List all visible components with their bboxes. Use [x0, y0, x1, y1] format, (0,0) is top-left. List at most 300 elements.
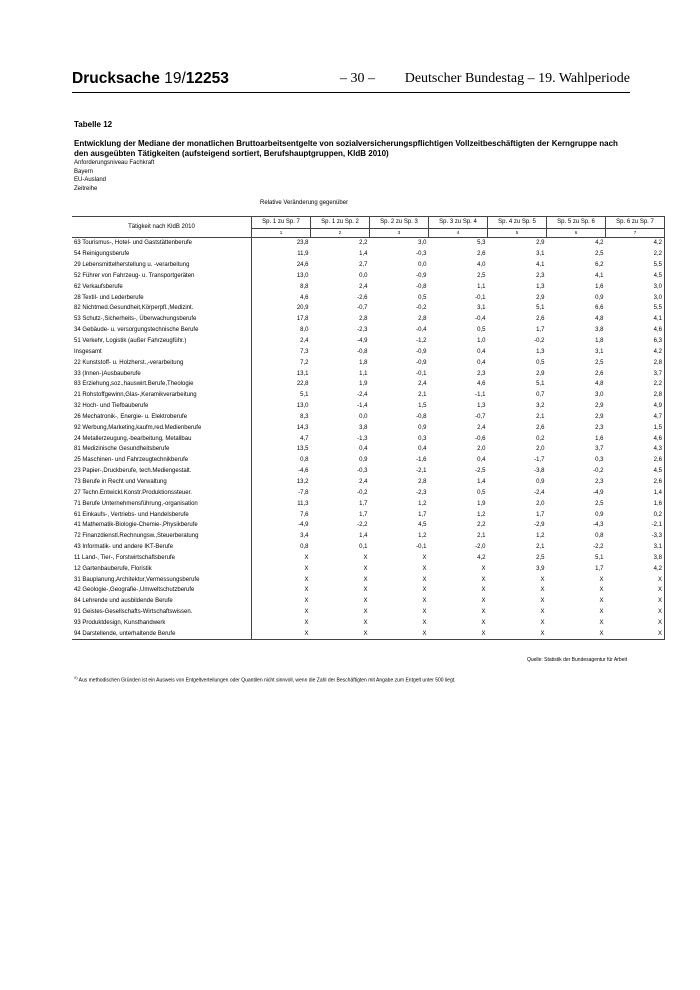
row-value: 0,1	[359, 544, 368, 551]
row-value: -0,9	[416, 359, 427, 366]
row-value: 1,7	[536, 511, 545, 518]
row-value: X	[606, 585, 665, 596]
row-value: X	[304, 576, 309, 583]
row-value: X	[363, 587, 368, 594]
row-value: 4,2	[606, 563, 665, 574]
row-value: 0,4	[477, 348, 486, 355]
data-table	[72, 216, 665, 640]
row-value: 2,7	[359, 262, 368, 269]
row-value: -2,4	[534, 489, 545, 496]
row-value: X	[363, 565, 368, 572]
row-value: -3,3	[606, 531, 665, 542]
row-value: 2,5	[477, 272, 486, 279]
row-value: 1,7	[359, 500, 368, 507]
table-row	[72, 563, 665, 574]
row-value: X	[599, 609, 604, 616]
footnote-marker: X)	[74, 676, 78, 680]
row-value: 3,7	[606, 368, 665, 379]
row-value: -0,8	[416, 413, 427, 420]
row-value: X	[422, 576, 427, 583]
row-label: 61 Einkaufs-, Vertriebs- und Handelsberufe	[72, 509, 252, 520]
row-value: 1,2	[536, 533, 545, 540]
row-value: X	[540, 598, 545, 605]
row-value: 20,9	[296, 305, 309, 312]
table-meta	[74, 159, 154, 193]
row-value: -1,2	[416, 338, 427, 345]
row-value: X	[422, 565, 427, 572]
table-row	[72, 455, 665, 466]
row-value: 3,2	[536, 403, 545, 410]
row-value: 2,3	[595, 478, 604, 485]
row-value: 1,4	[359, 251, 368, 258]
table-row	[72, 379, 665, 390]
row-value: -3,8	[534, 468, 545, 475]
row-value: 0,3	[595, 457, 604, 464]
row-label: 62 Verkaufsberufe	[72, 281, 252, 292]
row-value: X	[363, 576, 368, 583]
row-value: 4,5	[418, 522, 427, 529]
row-value: 1,1	[359, 370, 368, 377]
row-value: 22,8	[296, 381, 309, 388]
row-label: 24 Metallerzeugung,-bearbeitung, Metallbau	[72, 433, 252, 444]
table-row	[72, 292, 665, 303]
row-value: 3,0	[606, 281, 665, 292]
column-number: 6	[547, 228, 606, 237]
row-value: 3,7	[595, 446, 604, 453]
row-value: 1,4	[359, 533, 368, 540]
row-value: X	[422, 619, 427, 626]
row-value: 2,6	[536, 316, 545, 323]
row-value: 2,1	[536, 544, 545, 551]
row-value: X	[606, 618, 665, 629]
row-value: 3,4	[300, 533, 309, 540]
row-label: 53 Schutz-,Sicherheits-, Überwachungsberufe	[72, 314, 252, 325]
row-label: 27 Techn.Entwickl.Konstr.Produktionssteuer.	[72, 487, 252, 498]
row-value: X	[304, 587, 309, 594]
row-value: 2,5	[536, 554, 545, 561]
row-value: 3,1	[536, 251, 545, 258]
row-value: 23,8	[296, 240, 309, 247]
row-value: X	[606, 628, 665, 639]
row-value: 6,3	[606, 336, 665, 347]
row-value: X	[547, 628, 606, 639]
row-value: 0,4	[477, 359, 486, 366]
table-row	[72, 520, 665, 531]
row-value: 2,0	[536, 500, 545, 507]
row-value: X	[311, 628, 370, 639]
row-value: X	[488, 628, 547, 639]
row-value: -0,2	[357, 489, 368, 496]
table-row	[72, 401, 665, 412]
row-value: 3,0	[418, 240, 427, 247]
row-label: 51 Verkehr, Logistik (außer Fahrzeugführ.)	[72, 336, 252, 347]
row-value: 5,5	[606, 303, 665, 314]
row-label: 33 (Innen-)Ausbauberufe	[72, 368, 252, 379]
row-value: 0,9	[359, 457, 368, 464]
row-value: 1,3	[536, 348, 545, 355]
row-value: 3,1	[595, 348, 604, 355]
row-value: 1,5	[418, 403, 427, 410]
row-value: 17,8	[296, 316, 309, 323]
row-value: 1,5	[606, 422, 665, 433]
row-value: 2,3	[595, 424, 604, 431]
table-row	[72, 477, 665, 488]
row-value: 4,6	[300, 294, 309, 301]
row-value: X	[304, 598, 309, 605]
row-label: 12 Gartenbauberufe, Floristik	[72, 563, 252, 574]
row-label: 94 Darstellende, unterhaltende Berufe	[72, 628, 252, 639]
table-row	[72, 249, 665, 260]
row-value: 0,3	[418, 435, 427, 442]
table-row	[72, 628, 665, 639]
row-value: X	[481, 609, 486, 616]
table-row	[72, 542, 665, 553]
table-row	[72, 596, 665, 607]
row-value: X	[540, 609, 545, 616]
row-value: -2,5	[475, 468, 486, 475]
row-value: 1,7	[595, 565, 604, 572]
row-value: -0,4	[475, 316, 486, 323]
column-number: 5	[488, 228, 547, 237]
bundestag-label: Deutscher Bundestag – 19. Wahlperiode	[404, 71, 630, 86]
row-value: X	[599, 587, 604, 594]
row-value: 2,3	[536, 272, 545, 279]
row-value: 4,8	[595, 316, 604, 323]
row-value: 11,9	[297, 251, 309, 258]
row-value: 2,2	[606, 249, 665, 260]
row-value: 2,4	[359, 283, 368, 290]
row-value: X	[363, 598, 368, 605]
row-value: X	[422, 609, 427, 616]
row-value: 5,5	[606, 260, 665, 271]
row-value: 3,9	[536, 565, 545, 572]
row-value: X	[370, 628, 429, 639]
row-value: -4,6	[298, 468, 309, 475]
table-row	[72, 444, 665, 455]
row-value: 4,2	[595, 240, 604, 247]
row-value: -0,7	[475, 413, 486, 420]
row-value: -7,8	[298, 489, 309, 496]
row-value: 1,6	[595, 435, 604, 442]
row-label: 41 Mathematik-Biologie-Chemie-,Physikberufe	[72, 520, 252, 531]
row-value: 1,2	[477, 511, 486, 518]
row-value: -0,8	[357, 348, 368, 355]
row-value: 0,8	[300, 544, 309, 551]
row-value: 4,8	[595, 381, 604, 388]
row-value: 1,9	[477, 500, 486, 507]
row-value: 4,0	[477, 262, 486, 269]
row-value: -1,7	[534, 457, 545, 464]
row-value: X	[540, 587, 545, 594]
column-number: 7	[606, 228, 665, 237]
row-value: X	[599, 619, 604, 626]
row-value: X	[304, 554, 309, 561]
row-value: 0,5	[477, 327, 486, 334]
row-label: 42 Geologie-,Geografie-,Umweltschutzberufe	[72, 585, 252, 596]
row-value: -0,7	[357, 305, 368, 312]
row-value: -1,4	[357, 403, 368, 410]
table-row	[72, 422, 665, 433]
row-value: 5,1	[536, 305, 545, 312]
row-label: 34 Gebäude- u. versorgungstechnische Berufe	[72, 325, 252, 336]
column-header: Sp. 6 zu Sp. 7	[606, 217, 665, 229]
row-value: -2,3	[416, 489, 427, 496]
column-number: 3	[370, 228, 429, 237]
row-label: 23 Papier-,Druckberufe, tech.Mediengestalt.	[72, 466, 252, 477]
row-value: -0,9	[416, 272, 427, 279]
row-label: 52 Führer von Fahrzeug- u. Transportgeräten	[72, 271, 252, 282]
row-value: 2,2	[359, 240, 368, 247]
column-header: Sp. 4 zu Sp. 5	[488, 217, 547, 229]
row-value: 1,1	[477, 283, 486, 290]
row-value: -0,9	[416, 348, 427, 355]
row-value: 2,4	[359, 478, 368, 485]
row-value: X	[363, 609, 368, 616]
table-row	[72, 574, 665, 585]
row-value: 2,2	[606, 379, 665, 390]
footnote	[74, 676, 456, 684]
row-value: 0,2	[536, 435, 545, 442]
row-value: 0,0	[359, 272, 368, 279]
row-label: 54 Reinigungsberufe	[72, 249, 252, 260]
table-row	[72, 607, 665, 618]
table-row	[72, 271, 665, 282]
row-value: X	[599, 576, 604, 583]
row-label: 11 Land-, Tier-, Forstwirtschaftsberufe	[72, 552, 252, 563]
row-value: 3,0	[606, 292, 665, 303]
table-row	[72, 314, 665, 325]
row-value: 2,1	[418, 392, 427, 399]
row-value: -1,6	[416, 457, 427, 464]
meta-line: Anforderungsniveau Fachkraft	[74, 160, 155, 166]
row-value: 8,0	[300, 327, 309, 334]
table-row	[72, 433, 665, 444]
table-row	[72, 487, 665, 498]
row-value: 1,7	[536, 327, 545, 334]
row-value: 2,8	[359, 316, 368, 323]
row-value: 2,8	[606, 357, 665, 368]
row-value: 1,7	[418, 511, 427, 518]
row-value: -0,1	[475, 294, 486, 301]
row-value: X	[481, 576, 486, 583]
row-label: 25 Maschinen- und Fahrzeugtechnikberufe	[72, 455, 252, 466]
row-value: 24,6	[296, 262, 309, 269]
row-value: 4,5	[606, 466, 665, 477]
row-value: X	[252, 628, 311, 639]
row-label: 28 Textil- und Lederberufe	[72, 292, 252, 303]
row-value: 3,0	[595, 392, 604, 399]
row-value: 2,4	[418, 381, 427, 388]
row-value: -0,3	[357, 468, 368, 475]
row-value: 2,9	[536, 294, 545, 301]
table-row	[72, 303, 665, 314]
row-value: 8,8	[300, 283, 309, 290]
row-value: 2,0	[536, 446, 545, 453]
row-value: 2,1	[536, 413, 545, 420]
row-value: -0,2	[534, 338, 545, 345]
row-value: 0,8	[300, 457, 309, 464]
row-value: 4,7	[300, 435, 309, 442]
row-value: -0,2	[593, 468, 604, 475]
row-value: -0,2	[416, 305, 427, 312]
table-row	[72, 238, 665, 249]
row-value: -2,1	[416, 468, 427, 475]
row-value: -2,2	[593, 544, 604, 551]
row-value: 4,2	[606, 238, 665, 249]
table-row	[72, 390, 665, 401]
table-row	[72, 281, 665, 292]
row-value: X	[481, 619, 486, 626]
row-value: 11,3	[297, 500, 309, 507]
table-row	[72, 260, 665, 271]
row-value: 3,8	[606, 552, 665, 563]
column-number: 4	[429, 228, 488, 237]
row-value: 4,1	[536, 262, 545, 269]
row-label: 29 Lebensmittelherstellung u. -verarbeitung	[72, 260, 252, 271]
row-value: -1,1	[475, 392, 486, 399]
row-label: 71 Berufe Unternehmensführung,-organisation	[72, 498, 252, 509]
row-value: 0,4	[359, 446, 368, 453]
table-row	[72, 509, 665, 520]
row-value: 0,0	[418, 262, 427, 269]
row-value: 0,5	[418, 294, 427, 301]
row-value: 0,5	[536, 359, 545, 366]
table-row	[72, 552, 665, 563]
row-value: 0,2	[606, 509, 665, 520]
row-value: 1,4	[477, 478, 486, 485]
row-value: 4,5	[606, 271, 665, 282]
column-header-taetigkeit: Tätigkeit nach KldB 2010	[72, 217, 252, 238]
row-value: 4,1	[595, 272, 604, 279]
row-value: -4,3	[593, 522, 604, 529]
row-value: X	[422, 554, 427, 561]
column-header: Sp. 2 zu Sp. 3	[370, 217, 429, 229]
row-label: 72 Finanzdienstl.Rechnungsw.,Steuerberatung	[72, 531, 252, 542]
row-label: 21 Rohstoffgewinn,Glas-,Keramikverarbeitung	[72, 390, 252, 401]
row-value: 2,4	[300, 338, 309, 345]
row-value: X	[606, 607, 665, 618]
row-value: 2,6	[477, 251, 486, 258]
row-value: 0,4	[477, 457, 486, 464]
row-value: 2,8	[418, 478, 427, 485]
row-value: 4,6	[477, 381, 486, 388]
row-value: 2,9	[595, 403, 604, 410]
row-value: 1,2	[418, 500, 427, 507]
row-label: 73 Berufe in Recht und Verwaltung	[72, 477, 252, 488]
row-label: 26 Mechatronik-, Energie- u. Elektroberufe	[72, 412, 252, 423]
row-value: X	[606, 596, 665, 607]
row-value: -0,1	[416, 370, 427, 377]
row-value: 2,8	[418, 316, 427, 323]
row-value: 4,3	[606, 444, 665, 455]
row-value: -2,3	[357, 327, 368, 334]
meta-line: Bayern	[74, 168, 94, 175]
row-value: -2,1	[606, 520, 665, 531]
row-value: 0,9	[595, 294, 604, 301]
row-value: 1,4	[606, 487, 665, 498]
row-value: 1,8	[595, 338, 604, 345]
table-row	[72, 346, 665, 357]
row-value: 2,9	[595, 413, 604, 420]
row-value: X	[481, 587, 486, 594]
header-rule	[72, 92, 630, 93]
row-label: 22 Kunststoff- u. Holzherst.,-verarbeitung	[72, 357, 252, 368]
column-header: Sp. 1 zu Sp. 2	[311, 217, 370, 229]
row-value: 4,9	[606, 401, 665, 412]
row-value: 13,0	[296, 403, 309, 410]
row-value: 4,1	[606, 314, 665, 325]
row-value: 4,6	[606, 325, 665, 336]
column-number: 1	[252, 228, 311, 237]
row-value: 0,8	[595, 533, 604, 540]
table-label: Tabelle 12	[74, 120, 113, 129]
row-value: 1,6	[595, 283, 604, 290]
row-value: 14,3	[296, 424, 309, 431]
row-value: X	[304, 619, 309, 626]
column-header: Sp. 3 zu Sp. 4	[429, 217, 488, 229]
row-value: 2,5	[595, 500, 604, 507]
row-value: X	[363, 619, 368, 626]
table-row	[72, 412, 665, 423]
row-value: 2,6	[536, 424, 545, 431]
table-row	[72, 325, 665, 336]
row-value: 6,6	[595, 305, 604, 312]
row-value: X	[481, 598, 486, 605]
row-value: 3,1	[606, 542, 665, 553]
row-value: 0,7	[536, 392, 545, 399]
row-value: 2,5	[595, 251, 604, 258]
row-value: -2,0	[475, 544, 486, 551]
row-value: 8,3	[300, 413, 309, 420]
row-value: -0,1	[416, 544, 427, 551]
row-value: 2,5	[595, 359, 604, 366]
row-label: 83 Erziehung,soz.,hauswirt.Berufe,Theologie	[72, 379, 252, 390]
row-value: 1,0	[477, 338, 486, 345]
row-value: 1,8	[359, 359, 368, 366]
row-label: 92 Werbung,Marketing,kaufm,red.Medienberufe	[72, 422, 252, 433]
row-value: -2,6	[357, 294, 368, 301]
row-value: 2,1	[477, 533, 486, 540]
row-value: X	[422, 598, 427, 605]
row-value: 2,6	[606, 455, 665, 466]
row-value: 0,9	[418, 424, 427, 431]
row-value: 3,1	[477, 305, 486, 312]
drucksache-number-bold: 12253	[185, 70, 229, 87]
row-value: 4,6	[606, 433, 665, 444]
row-value: 1,9	[359, 381, 368, 388]
row-value: X	[304, 565, 309, 572]
row-label: 82 Nichtmed.Gesundheit,Körperpfl.,Medizint.	[72, 303, 252, 314]
row-value: 7,6	[300, 511, 309, 518]
row-value: 0,9	[536, 478, 545, 485]
column-header: Sp. 5 zu Sp. 6	[547, 217, 606, 229]
row-value: -1,3	[357, 435, 368, 442]
row-value: 2,6	[595, 370, 604, 377]
row-label: 91 Geistes-Gesellschafts-Wirtschaftswissen.	[72, 607, 252, 618]
meta-line: Zeitreihe	[74, 185, 98, 192]
row-value: X	[599, 598, 604, 605]
row-value: 5,3	[477, 240, 486, 247]
drucksache-label	[72, 70, 229, 88]
row-value: 7,2	[300, 359, 309, 366]
row-value: 1,3	[536, 283, 545, 290]
row-value: 1,2	[418, 533, 427, 540]
row-value: 13,0	[296, 272, 309, 279]
row-value: X	[540, 619, 545, 626]
table-row	[72, 368, 665, 379]
row-value: 0,9	[595, 511, 604, 518]
row-label: 81 Medizinische Gesundheitsberufe	[72, 444, 252, 455]
